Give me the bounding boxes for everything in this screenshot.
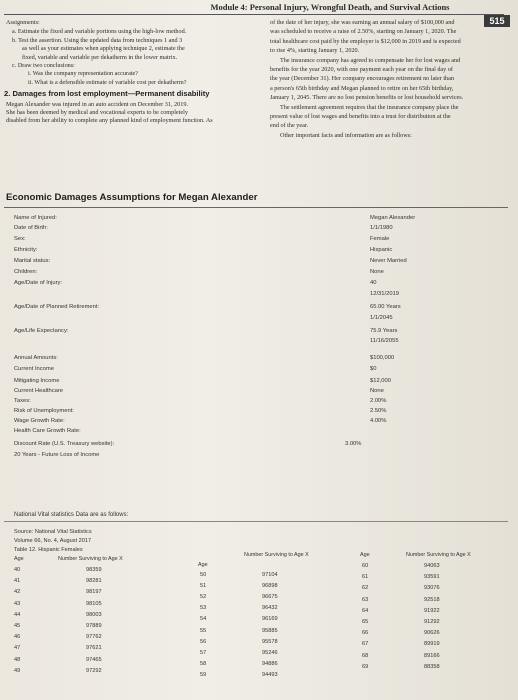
surviving-header: Number Surviving to Age X (406, 552, 471, 558)
assumption-value: Megan Alexander (370, 215, 416, 221)
age-cell: 62 (362, 585, 369, 592)
assumption-label: 20 Years - Future Loss of Income (14, 452, 100, 458)
age-cell: 67 (362, 641, 369, 648)
body-line: disabled from her ability to complete any planned kind of employment function. As (6, 117, 213, 125)
assumption-row (0, 378, 518, 387)
page-number: 515 (484, 15, 510, 27)
assumption-value: $12,000 (370, 378, 391, 384)
surviving-cell: 97465 (86, 656, 102, 663)
econ-rule (4, 207, 508, 208)
assumption-value: 11/16/2055 (370, 338, 399, 344)
age-cell: 64 (362, 607, 369, 614)
assignment-line: c. Draw two conclusions: (12, 62, 75, 70)
body-line: the year (December 31). Her company encourages retirement no later than (270, 75, 454, 83)
source-line: Source: National Vital Statistics (14, 529, 92, 535)
assumption-label: Sex: (14, 236, 26, 242)
surviving-cell: 96432 (262, 605, 278, 612)
assumption-value: None (370, 269, 384, 275)
assumption-label: Wage Growth Rate: (14, 418, 65, 424)
assumption-label: Annual Amounts: (14, 355, 58, 361)
right-column (270, 19, 510, 141)
assumption-value: 75.9 Years (370, 328, 398, 334)
age-cell: 43 (14, 600, 21, 607)
assumption-row (0, 418, 518, 427)
age-cell: 48 (14, 656, 21, 663)
assumption-label: Current Healthcare (14, 388, 63, 394)
source-line: Table 12. Hispanic Females (14, 547, 83, 553)
assumption-value: 12/31/2019 (370, 291, 400, 297)
assumption-label: Name of Injured: (14, 215, 57, 221)
assignment-line: i. Was the company representation accurate? (28, 70, 139, 78)
body-line: January 1, 2045. There are no lost pension benefits or lost household services. (270, 94, 464, 102)
assumption-value: 65.00 Years (370, 304, 401, 310)
left-column (6, 19, 264, 126)
age-cell: 50 (200, 572, 207, 578)
assumption-row (0, 338, 518, 347)
surviving-cell: 90626 (424, 630, 440, 637)
assignments-block (6, 19, 264, 87)
surviving-cell: 94493 (262, 671, 278, 678)
surviving-cell: 97104 (262, 572, 278, 578)
age-cell: 66 (362, 630, 369, 637)
assumption-row (0, 441, 518, 450)
body-line: a person's 65th birthday and Megan planned to retire on her 65th birthday, (270, 84, 454, 92)
assumption-value: 3.00% (345, 441, 362, 447)
age-cell: 51 (200, 583, 207, 590)
assumption-value: 4.00% (370, 418, 387, 424)
assignment-line: a. Estimate the fixed and variable portions using the high-low method. (12, 28, 187, 36)
age-cell: 63 (362, 596, 369, 603)
assumption-row (0, 215, 518, 224)
age-cell: 46 (14, 634, 21, 641)
surviving-cell: 97762 (86, 634, 102, 641)
assumption-label: Taxes: (14, 398, 31, 404)
surviving-cell: 94886 (262, 660, 278, 667)
body-line: total healthcare cost paid by the employer is $12,000 in 2019 and is expected (270, 37, 461, 45)
header-rule (4, 14, 504, 15)
age-header: Age (14, 556, 24, 562)
age-cell: 54 (200, 616, 207, 623)
age-cell: 40 (14, 567, 21, 573)
assumption-row (0, 247, 518, 256)
surviving-cell: 96675 (262, 594, 278, 601)
age-cell: 57 (200, 649, 207, 656)
surviving-cell: 95246 (262, 649, 278, 656)
assumption-row (0, 258, 518, 267)
assumption-row (0, 388, 518, 397)
assumption-label: Date of Birth: (14, 225, 48, 231)
surviving-cell: 91292 (424, 619, 440, 625)
assumption-value: 1/1/1980 (370, 225, 393, 231)
assumption-row (0, 355, 518, 364)
assumption-row (0, 236, 518, 245)
surviving-cell: 88358 (424, 663, 440, 670)
body-line: to rise 4%, starting January 1, 2020. (270, 47, 360, 55)
surviving-cell: 98359 (86, 567, 102, 573)
assumption-row (0, 291, 518, 300)
surviving-cell: 97621 (86, 645, 102, 652)
age-header: Age (198, 562, 208, 568)
age-cell: 44 (14, 611, 21, 618)
assumption-value: $100,000 (370, 355, 395, 361)
body-line: Megan Alexander was injured in an auto accident on December 31, 2019. (6, 100, 188, 108)
body-line: The insurance company has agreed to compensate her for lost wages and (280, 56, 461, 64)
surviving-cell: 95885 (262, 627, 278, 634)
assumption-row (0, 269, 518, 278)
assignments-label: Assignments: (6, 19, 40, 26)
body-line: end of the year. (270, 122, 309, 130)
surviving-cell: 92518 (424, 596, 440, 603)
surviving-cell: 98003 (86, 611, 102, 618)
assumption-value: None (370, 388, 384, 394)
age-cell: 47 (14, 645, 21, 652)
age-header: Age (360, 552, 370, 558)
assumption-row (0, 315, 518, 324)
age-cell: 68 (362, 652, 369, 659)
age-cell: 58 (200, 660, 207, 667)
surviving-cell: 96898 (262, 583, 278, 590)
assumption-value: Female (370, 236, 390, 242)
assumption-label: Children: (14, 269, 38, 275)
assumption-row (0, 366, 518, 375)
assignment-line: ii. What is a defensible estimate of variable cost per dekatherm? (28, 78, 187, 86)
age-cell: 53 (200, 605, 207, 612)
vital-intro: National Vital statistics Data are as follows: (14, 512, 129, 518)
assumption-row (0, 280, 518, 289)
assumption-row (0, 408, 518, 417)
assumption-row (0, 398, 518, 407)
assumption-label: Discount Rate (U.S. Treasury website): (14, 441, 115, 447)
surviving-cell: 96169 (262, 616, 278, 623)
age-cell: 69 (362, 663, 369, 670)
age-cell: 59 (200, 671, 207, 678)
assumption-label: Ethnicity: (14, 247, 38, 253)
running-head: Module 4: Personal Injury, Wrongful Death, and Survival Actions (210, 2, 450, 12)
assumption-row (0, 428, 518, 437)
assumption-value: 2.50% (370, 408, 387, 414)
age-cell: 56 (200, 638, 207, 645)
age-cell: 41 (14, 578, 21, 585)
body-line: present value of lost wages and benefits into a trust for distribution at the (270, 113, 451, 121)
assumption-label: Current Income (14, 366, 54, 372)
vital-rule (4, 521, 508, 522)
assumption-row (0, 328, 518, 337)
section-heading: 2. Damages from lost employment—Permanent disability (4, 89, 210, 99)
assumption-value: $0 (370, 366, 377, 372)
surviving-cell: 89919 (424, 641, 440, 648)
age-cell: 52 (200, 594, 207, 601)
surviving-cell: 95578 (262, 638, 278, 645)
surviving-cell: 93591 (424, 574, 440, 581)
age-cell: 65 (362, 619, 369, 625)
econ-title: Economic Damages Assumptions for Megan Alexander (6, 192, 258, 203)
body-line: She has been deemed by medical and vocational experts to be completely (6, 109, 188, 117)
age-cell: 60 (362, 563, 369, 569)
assumption-row (0, 452, 518, 461)
age-cell: 45 (14, 623, 21, 629)
surviving-cell: 89166 (424, 652, 440, 659)
surviving-cell: 98197 (86, 589, 102, 596)
surviving-cell: 98281 (86, 578, 102, 585)
assignment-line: b. Test the assertion. Using the updated data from techniques 1 and 3 (12, 36, 183, 44)
age-cell: 42 (14, 589, 21, 596)
surviving-cell: 98105 (86, 600, 102, 607)
source-line: Volume 66, No. 4, August 2017 (14, 538, 92, 544)
surviving-cell: 93076 (424, 585, 440, 592)
assumption-value: Hispanic (370, 247, 393, 253)
surviving-cell: 94063 (424, 563, 440, 569)
age-cell: 55 (200, 627, 207, 634)
assumption-label: Age/Date of Planned Retirement: (14, 304, 100, 310)
assumption-label: Mitigating Income (14, 378, 60, 384)
assumption-value: Never Married (370, 258, 407, 264)
surviving-cell: 91922 (424, 607, 440, 614)
age-cell: 49 (14, 667, 21, 674)
body-line: was scheduled to receive a raise of 2.50%, starting on January 1, 2020. The (270, 28, 457, 36)
surviving-header: Number Surviving to Age X (244, 552, 309, 558)
assumption-label: Health Care Growth Rate: (14, 428, 81, 434)
assignment-line: fixed, variable and variable per dekatherm in the lower matrix. (22, 53, 178, 61)
assumption-value: 2.00% (370, 398, 387, 404)
body-line: Other important facts and information are as follows: (280, 131, 412, 139)
body-line: The settlement agreement requires that the insurance company place the (280, 103, 459, 111)
assumption-label: Age/Date of Injury: (14, 280, 63, 286)
body-line: benefits for the year 2020, with one payment each year on the final day of (270, 66, 453, 74)
assignment-line: as well as your estimates when applying technique 2, estimate the (22, 45, 185, 53)
assumption-label: Risk of Unemployment: (14, 408, 74, 414)
assumption-label: Marital status: (14, 258, 51, 264)
assumption-value: 1/1/2045 (370, 315, 393, 321)
surviving-cell: 97889 (86, 623, 102, 629)
assumption-value: 40 (370, 280, 377, 286)
age-cell: 61 (362, 574, 369, 581)
assumption-row (0, 225, 518, 234)
section-body (6, 101, 264, 126)
surviving-cell: 97292 (86, 667, 102, 674)
body-line: of the date of her injury, she was earning an annual salary of $100,000 and (270, 19, 455, 26)
surviving-header: Number Surviving to Age X (58, 556, 123, 562)
assumption-row (0, 304, 518, 313)
assumption-label: Age/Life Expectancy: (14, 328, 69, 334)
